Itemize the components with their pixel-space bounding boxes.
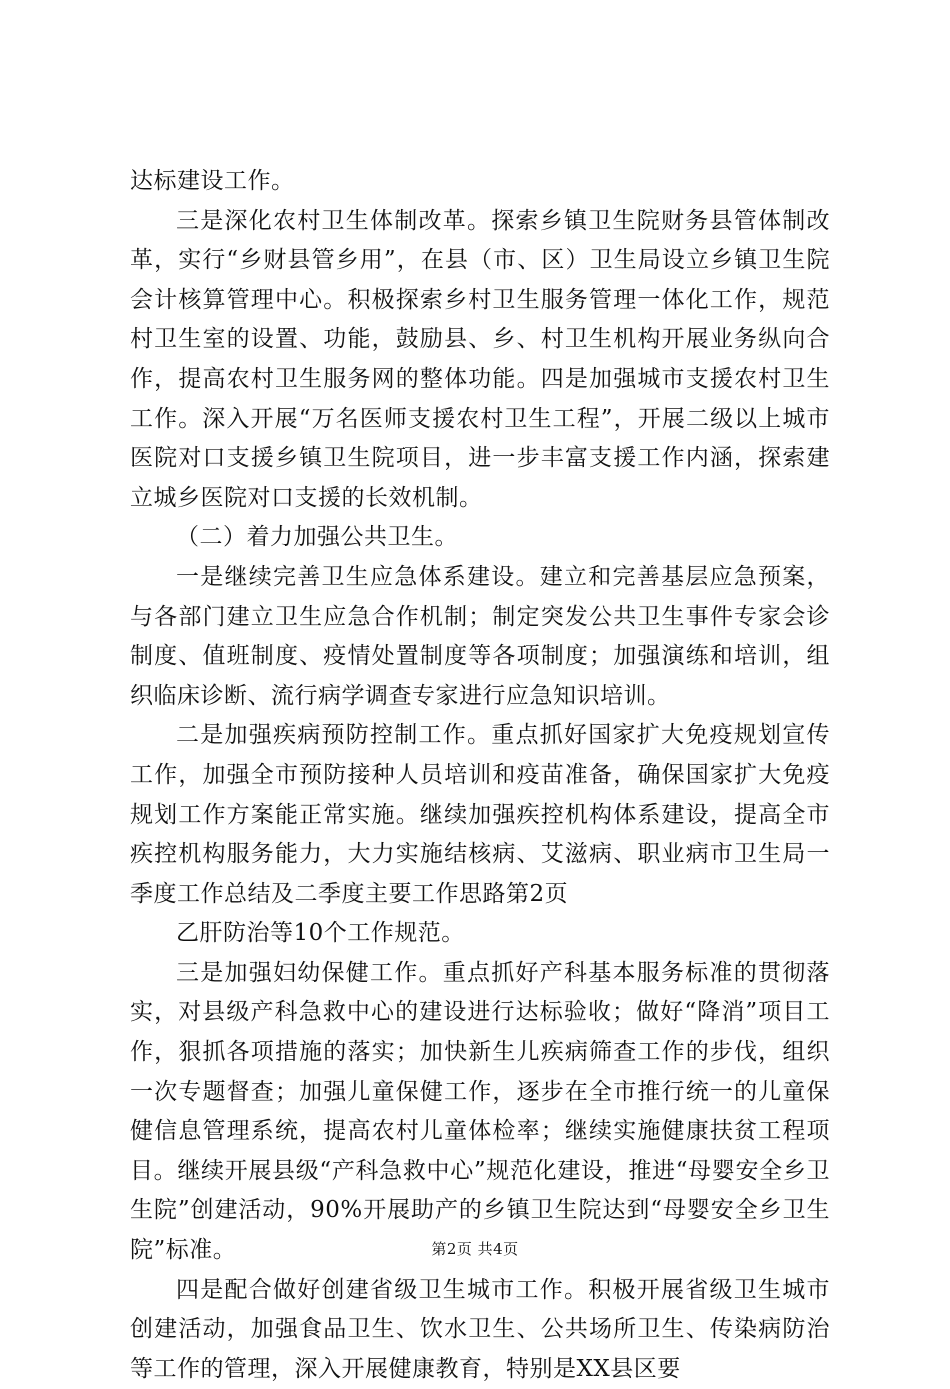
paragraph-5: 乙肝防治等10个工作规范。 [176,920,465,947]
paragraph-2: 三是深化农村卫生体制改革。探索乡镇卫生院财务县管体制改革，实行“乡财县管乡用”，在县（市、区）卫生局设立乡镇卫生院会计核算管理中心。积极探索乡村卫生服务管理一体化工作，规范村卫生室的设置、功能，鼓励县、乡、村卫生机构开展业务纵向合作，提高农村卫生服务网的整体功能。四是加强城市支援农村卫生工作。深入开展“万名医师支援农村卫生工程”，开展二级以上城市医院对口支援乡镇卫生院项目，进一步丰富支援工作内涵，探索建立城乡医院对口支援的长效机制。 [130,207,830,511]
paragraph-3: 一是继续完善卫生应急体系建设。建立和完善基层应急预案，与各部门建立卫生应急合作机制；制定突发公共卫生事件专家会诊制度、值班制度、疫情处置制度等各项制度；加强演练和培训，组织临床诊断、流行病学调查专家进行应急知识培训。 [130,563,830,709]
paragraph-1: 达标建设工作。 [130,168,295,194]
page-number-label: 第2页 共4页 [431,1240,519,1258]
paragraph-4: 二是加强疾病预防控制工作。重点抓好国家扩大免疫规划宣传工作，加强全市预防接种人员培训和疫苗准备，确保国家扩大免疫规划工作方案能正常实施。继续加强疾控机构体系建设，提高全市疾控机构服务能力，大力实施结核病、艾滋病、职业病市卫生局一季度工作总结及二季度主要工作思路第2页 [130,722,830,907]
document-body [130,162,830,1389]
paragraph-6: 三是加强妇幼保健工作。重点抓好产科基本服务标准的贯彻落实，对县级产科急救中心的建设进行达标验收；做好“降消”项目工作，狠抓各项措施的落实；加快新生儿疾病筛查工作的步伐，组织一次专题督查；加强儿童保健工作，逐步在全市推行统一的儿童保健信息管理系统，提高农村儿童体检率；继续实施健康扶贫工程项目。继续开展县级“产科急救中心”规范化建设，推进“母婴安全乡卫生院”创建活动，90%开展助产的乡镇卫生院达到“母婴安全乡卫生院”标准。 [130,959,830,1264]
section-heading: （二）着力加强公共卫生。 [176,524,458,551]
page-footer [0,1239,950,1259]
paragraph-7: 四是配合做好创建省级卫生城市工作。积极开展省级卫生城市创建活动，加强食品卫生、饮水卫生、公共场所卫生、传染病防治等工作的管理，深入开展健康教育，特别是XX县区要 [130,1276,830,1382]
